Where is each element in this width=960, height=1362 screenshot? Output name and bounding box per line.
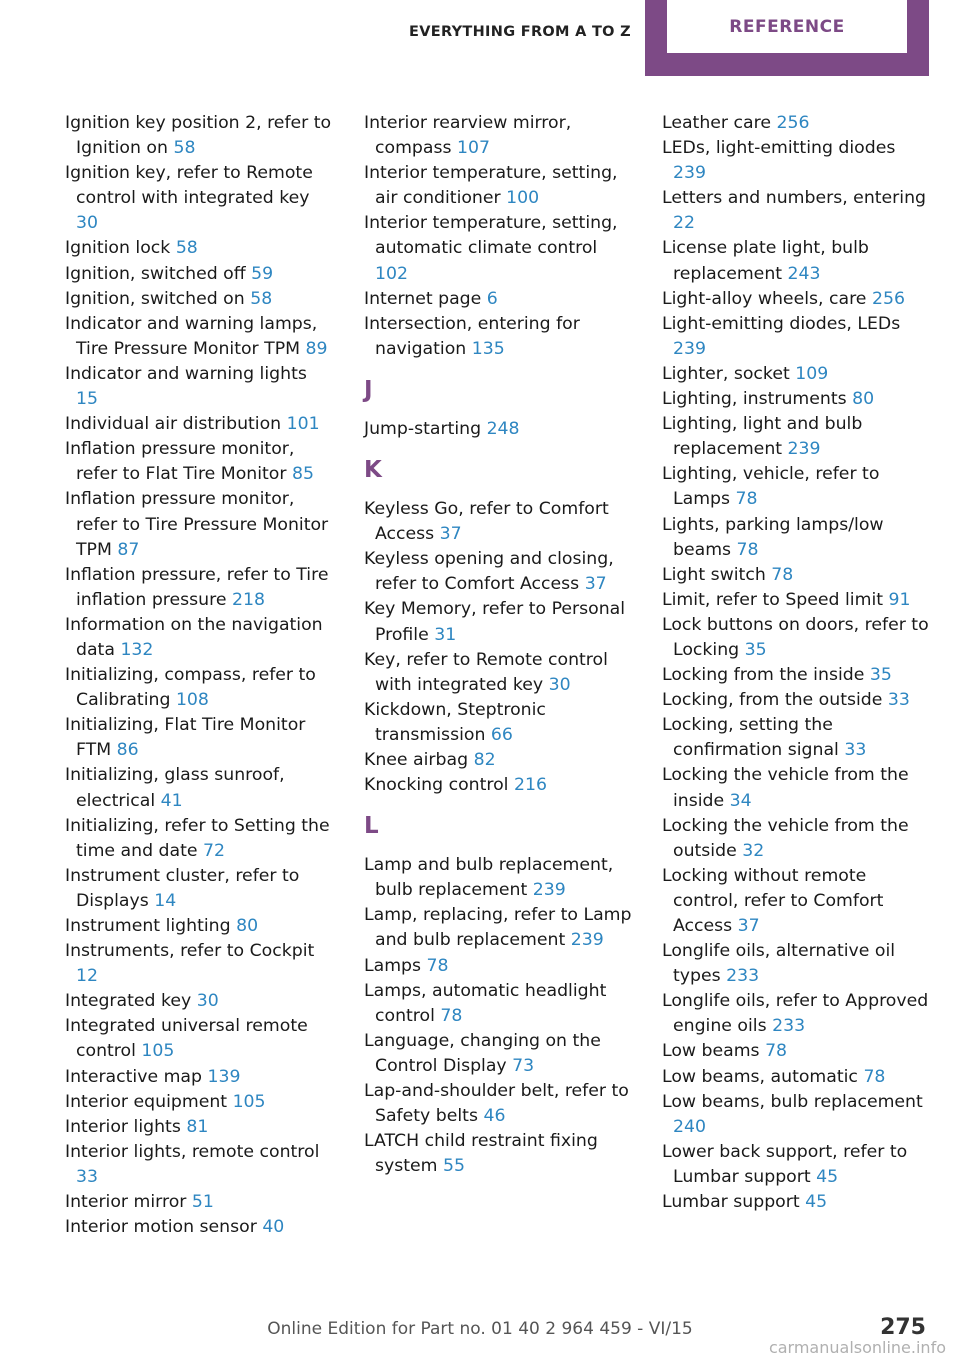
page-reference-link[interactable]: 73 — [512, 1055, 535, 1076]
page-reference-link[interactable]: 80 — [236, 916, 259, 936]
index-entry — [662, 688, 930, 713]
index-entry-text: Locking the vehicle from the inside — [662, 765, 909, 811]
index-entry — [662, 1090, 930, 1140]
index-entry-text: Knee airbag — [364, 749, 469, 770]
page-reference-link[interactable]: 33 — [844, 740, 867, 761]
index-entry — [65, 412, 333, 437]
page-reference-link[interactable]: 37 — [737, 916, 760, 936]
page-reference-link[interactable]: 86 — [116, 740, 139, 761]
index-entry — [364, 547, 632, 597]
page-reference-link[interactable]: 78 — [765, 1041, 788, 1062]
page-reference-link[interactable]: 37 — [584, 574, 607, 595]
index-entry-text: Locking the vehicle from the outside — [662, 815, 909, 861]
index-entry — [364, 1129, 632, 1179]
index-entry — [662, 387, 930, 412]
index-entry — [662, 186, 930, 236]
index-entry-text: Initializing, compass, refer to Calibrating — [65, 665, 316, 711]
index-entry — [662, 111, 930, 136]
page-reference-link[interactable]: 15 — [76, 389, 98, 410]
page-reference-link[interactable]: 31 — [434, 624, 457, 645]
index-entry — [364, 903, 632, 953]
index-entry — [65, 287, 333, 312]
index-entry — [662, 362, 930, 387]
index-entry-text: Lights, parking lamps/low beams — [662, 514, 884, 560]
section-letter: L — [364, 813, 379, 840]
index-entry — [364, 211, 632, 286]
index-entry-text: Inflation pressure monitor, refer to Tire Pressure Monitor TPM — [65, 489, 329, 560]
index-entry-text: Ignition lock — [65, 238, 171, 259]
index-entry-text: Initializing, Flat Tire Monitor FTM — [65, 715, 306, 761]
index-entry-text: Individual air distribution — [65, 414, 282, 435]
index-entry-text: Ignition key position 2, refer to Ignition on — [65, 113, 332, 159]
page-reference-link[interactable]: 256 — [776, 113, 810, 133]
index-entry-text: Integrated universal remote control — [65, 1016, 308, 1062]
edition-footer: Online Edition for Part no. 01 40 2 964 459 - VI/15 — [267, 1319, 693, 1339]
index-entry — [364, 111, 632, 161]
index-entry — [65, 1140, 333, 1190]
page-reference-link[interactable]: 218 — [231, 589, 265, 610]
page-reference-link[interactable]: 89 — [305, 338, 328, 359]
index-entry — [65, 763, 333, 813]
page-reference-link[interactable]: 105 — [232, 1091, 266, 1112]
index-entry-text: Instrument cluster, refer to Displays — [65, 865, 300, 911]
index-entry — [364, 748, 632, 773]
index-entry-text: Information on the navigation data — [65, 614, 323, 660]
index-entry — [65, 1065, 333, 1090]
index-entry — [364, 1079, 632, 1129]
index-entry-text: Key, refer to Remote control with integrated key — [364, 649, 608, 695]
page-reference-link[interactable]: 78 — [426, 955, 449, 976]
index-entry-text: Locking from the inside — [662, 665, 865, 686]
index-entry — [662, 864, 930, 939]
watermark: carmanualsonline.info — [768, 1338, 946, 1357]
index-entry-text: Instruments, refer to Cockpit — [65, 941, 315, 962]
index-entry-text: Initializing, refer to Setting the time and date — [65, 815, 330, 861]
index-entry — [662, 287, 930, 312]
index-entry — [65, 864, 333, 914]
page-reference-link[interactable]: 107 — [456, 138, 490, 159]
page-reference-link[interactable]: 108 — [175, 690, 209, 711]
index-entry-text: Lock buttons on doors, refer to Locking — [662, 614, 929, 660]
index-entry-text: Interior temperature, setting, air conditioner — [364, 163, 618, 209]
page-reference-link[interactable]: 243 — [787, 263, 821, 284]
index-entry-text: Jump-starting — [364, 418, 482, 439]
page-reference-link[interactable]: 30 — [548, 674, 571, 695]
page-reference-link[interactable]: 101 — [286, 414, 320, 435]
index-entry — [364, 1029, 632, 1079]
index-entry — [364, 954, 632, 979]
index-entry-text: Interior lights, remote control — [65, 1141, 320, 1162]
index-entry — [65, 1014, 333, 1064]
index-entry-text: Internet page — [364, 288, 482, 309]
page-reference-link[interactable]: 248 — [486, 418, 520, 439]
index-entry-text: Lamps, automatic headlight control — [364, 980, 607, 1026]
index-entry-text: Interior temperature, setting, automatic climate control — [364, 213, 618, 259]
index-entry-text: Light-emitting diodes, LEDs — [662, 313, 901, 334]
index-entry — [364, 648, 632, 698]
page-reference-link[interactable]: 135 — [471, 338, 505, 359]
index-entry — [364, 979, 632, 1029]
index-entry-text: Limit, refer to Speed limit — [662, 589, 884, 610]
index-entry-text: Leather care — [662, 113, 771, 133]
index-entry — [364, 161, 632, 211]
index-entry-text: Interior mirror — [65, 1192, 187, 1213]
index-entry-text: Knocking control — [364, 775, 509, 796]
page-reference-link[interactable]: 85 — [291, 464, 314, 485]
page-reference-link[interactable]: 33 — [76, 1166, 98, 1187]
index-entry — [662, 563, 930, 588]
page-reference-link[interactable]: 78 — [735, 489, 758, 510]
index-entry — [662, 312, 930, 362]
index-column-2 — [364, 111, 632, 1179]
index-entry-text: Lamp, replacing, refer to Lamp and bulb replacement — [364, 905, 632, 951]
index-entry-text: LATCH child restraint fixing system — [364, 1131, 598, 1177]
index-entry — [364, 312, 632, 362]
index-entry — [662, 763, 930, 813]
chapter-tab — [645, 0, 929, 76]
index-entry — [65, 989, 333, 1014]
index-entry — [662, 588, 930, 613]
index-entry — [364, 773, 632, 798]
index-entry-text: Integrated key — [65, 991, 192, 1012]
page-reference-link[interactable]: 22 — [673, 213, 695, 234]
page-reference-link[interactable]: 239 — [570, 930, 604, 951]
page-number: 275 — [880, 1315, 926, 1340]
index-entry-text: License plate light, bulb replacement — [662, 238, 869, 284]
index-entry — [65, 111, 333, 161]
index-entry-text: Interior motion sensor — [65, 1217, 257, 1238]
page-reference-link[interactable]: 233 — [772, 1016, 806, 1037]
index-entry — [662, 713, 930, 763]
index-entry — [65, 1215, 333, 1240]
index-entry-text: Interior rearview mirror, compass — [364, 113, 572, 159]
page-reference-link[interactable]: 78 — [736, 539, 759, 560]
page-reference-link[interactable]: 216 — [514, 775, 547, 796]
index-entry-text: Locking, setting the confirmation signal — [662, 715, 839, 761]
page-reference-link[interactable]: 30 — [76, 213, 98, 234]
page-reference-link[interactable]: 14 — [154, 890, 177, 911]
index-entry-text: Language, changing on the Control Display — [364, 1030, 601, 1076]
index-entry-text: Longlife oils, refer to Approved engine oils — [662, 991, 929, 1037]
page-reference-link[interactable]: 78 — [771, 564, 794, 585]
index-entry-text: Keyless Go, refer to Comfort Access — [364, 499, 609, 545]
index-entry-text: Ignition, switched on — [65, 288, 245, 309]
page-reference-link[interactable]: 37 — [439, 524, 462, 545]
page-reference-link[interactable]: 30 — [196, 991, 219, 1012]
page-reference-link[interactable]: 80 — [852, 389, 875, 410]
index-entry — [65, 663, 333, 713]
page-reference-link[interactable]: 256 — [871, 288, 905, 309]
index-entry — [662, 1140, 930, 1190]
page-reference-link[interactable]: 66 — [490, 724, 513, 745]
page-reference-link[interactable]: 6 — [486, 288, 498, 309]
index-entry — [662, 462, 930, 512]
index-entry-text: Lighting, instruments — [662, 389, 847, 410]
index-entry — [65, 814, 333, 864]
index-entry-text: Interior equipment — [65, 1091, 228, 1112]
index-entry-text: Kickdown, Steptronic transmission — [364, 699, 546, 745]
index-entry-text: Lumbar support — [662, 1192, 800, 1213]
index-entry-text: Lap-and-shoulder belt, refer to Safety belts — [364, 1081, 629, 1127]
index-entry — [364, 698, 632, 748]
index-entry-text: Indicator and warning lamps, Tire Pressure Monitor TPM — [65, 313, 318, 359]
page-reference-link[interactable]: 78 — [863, 1066, 886, 1087]
index-entry-text: Interactive map — [65, 1066, 202, 1087]
page-reference-link[interactable]: 87 — [117, 539, 140, 560]
index-entry — [65, 362, 333, 412]
page-reference-link[interactable]: 239 — [673, 163, 706, 184]
index-entry-text: Low beams, bulb replacement — [662, 1091, 923, 1112]
index-entry — [65, 713, 333, 763]
index-entry — [65, 563, 333, 613]
page-reference-link[interactable]: 82 — [473, 749, 496, 770]
index-column-3 — [662, 111, 930, 1215]
page-reference-link[interactable]: 40 — [262, 1217, 285, 1238]
index-entry-text: Instrument lighting — [65, 916, 231, 936]
page-reference-link[interactable]: 139 — [207, 1066, 241, 1087]
index-entry — [65, 236, 333, 261]
index-entry-text: Lighter, socket — [662, 363, 790, 384]
page-reference-link[interactable]: 105 — [141, 1041, 175, 1062]
section-letter: K — [364, 457, 382, 484]
page-reference-link[interactable]: 100 — [506, 188, 540, 209]
page-reference-link[interactable]: 239 — [787, 439, 821, 460]
index-entry — [662, 412, 930, 462]
page-reference-link[interactable]: 46 — [483, 1106, 506, 1127]
page-reference-link[interactable]: 45 — [816, 1166, 839, 1187]
index-entry — [662, 1190, 930, 1215]
index-entry-text: Intersection, entering for navigation — [364, 313, 580, 359]
index-entry — [662, 663, 930, 688]
index-entry — [364, 597, 632, 647]
page-reference-link[interactable]: 34 — [729, 790, 752, 811]
index-entry — [364, 287, 632, 312]
page-reference-link[interactable]: 109 — [795, 363, 829, 384]
index-entry — [65, 262, 333, 287]
index-entry-text: Lamp and bulb replacement, bulb replacement — [364, 855, 614, 901]
page-reference-link[interactable]: 45 — [805, 1192, 828, 1213]
chapter-tab-label: REFERENCE — [667, 0, 907, 53]
page-reference-link[interactable]: 81 — [186, 1116, 209, 1137]
index-entry-text: Lighting, vehicle, refer to Lamps — [662, 464, 880, 510]
page-reference-link[interactable]: 58 — [173, 138, 196, 159]
page-reference-link[interactable]: 233 — [726, 966, 760, 987]
index-entry — [65, 437, 333, 487]
index-entry — [662, 814, 930, 864]
page-reference-link[interactable]: 102 — [375, 263, 408, 284]
index-entry — [65, 1115, 333, 1140]
index-entry-text: Lighting, light and bulb replacement — [662, 414, 863, 460]
index-entry-text: Letters and numbers, entering — [662, 188, 927, 209]
page-reference-link[interactable]: 41 — [160, 790, 183, 811]
page-reference-link[interactable]: 58 — [250, 288, 273, 309]
index-entry-text: Initializing, glass sunroof, electrical — [65, 765, 285, 811]
index-column-1 — [65, 111, 333, 1240]
index-entry-text: Keyless opening and closing, refer to Comfort Access — [364, 549, 614, 595]
index-entry — [65, 1190, 333, 1215]
page-reference-link[interactable]: 239 — [532, 880, 566, 901]
index-entry-text: Low beams, automatic — [662, 1066, 858, 1087]
index-entry — [65, 1090, 333, 1115]
index-entry — [662, 236, 930, 286]
index-entry — [65, 312, 333, 362]
page-reference-link[interactable]: 132 — [120, 639, 154, 660]
page-reference-link[interactable]: 55 — [442, 1156, 465, 1177]
page-reference-link[interactable]: 72 — [203, 840, 226, 861]
page-reference-link[interactable]: 35 — [869, 665, 892, 686]
index-entry-text: Longlife oils, alternative oil types — [662, 941, 896, 987]
page-reference-link[interactable]: 78 — [440, 1005, 463, 1026]
index-entry — [662, 1065, 930, 1090]
page-reference-link[interactable]: 51 — [191, 1192, 214, 1213]
page-reference-link[interactable]: 12 — [76, 966, 98, 987]
index-entry-text: Interior lights — [65, 1116, 181, 1137]
section-title: EVERYTHING FROM A TO Z — [409, 24, 631, 40]
section-letter: J — [364, 376, 373, 403]
index-entry-text: Low beams — [662, 1041, 760, 1062]
index-entry — [662, 1039, 930, 1064]
page-reference-link[interactable]: 35 — [744, 639, 767, 660]
index-entry-text: Inflation pressure, refer to Tire inflation pressure — [65, 564, 329, 610]
index-entry — [65, 487, 333, 562]
index-entry — [662, 613, 930, 663]
page-reference-link[interactable]: 32 — [742, 840, 765, 861]
index-entry — [65, 613, 333, 663]
index-entry-text: Light-alloy wheels, care — [662, 288, 867, 309]
page-reference-link[interactable]: 91 — [888, 589, 911, 610]
index-entry-text: Lower back support, refer to Lumbar support — [662, 1141, 908, 1187]
index-entry-text: Inflation pressure monitor, refer to Flat Tire Monitor — [65, 439, 295, 485]
page-reference-link[interactable]: 58 — [175, 238, 198, 259]
index-entry — [364, 853, 632, 903]
index-entry-text: Locking, from the outside — [662, 690, 883, 711]
index-entry-text: Locking without remote control, refer to Comfort Access — [662, 865, 884, 936]
index-entry — [662, 513, 930, 563]
index-entry — [65, 161, 333, 236]
page-reference-link[interactable]: 33 — [887, 690, 910, 711]
page-reference-link[interactable]: 240 — [673, 1116, 706, 1137]
index-entry — [662, 939, 930, 989]
index-entry-text: LEDs, light-emitting diodes — [662, 138, 896, 159]
index-entry — [65, 914, 333, 939]
index-entry — [364, 417, 632, 442]
index-entry-text: Key Memory, refer to Personal Profile — [364, 599, 626, 645]
index-entry — [65, 939, 333, 989]
index-entry — [662, 136, 930, 186]
page-reference-link[interactable]: 239 — [673, 338, 706, 359]
index-entry-text: Light switch — [662, 564, 766, 585]
index-entry — [662, 989, 930, 1039]
index-entry-text: Lamps — [364, 955, 422, 976]
index-entry-text: Ignition key, refer to Remote control with integrated key — [65, 163, 313, 209]
page-reference-link[interactable]: 59 — [251, 263, 274, 284]
index-entry — [364, 497, 632, 547]
index-entry-text: Ignition, switched off — [65, 263, 246, 284]
index-entry-text: Indicator and warning lights — [65, 363, 307, 384]
